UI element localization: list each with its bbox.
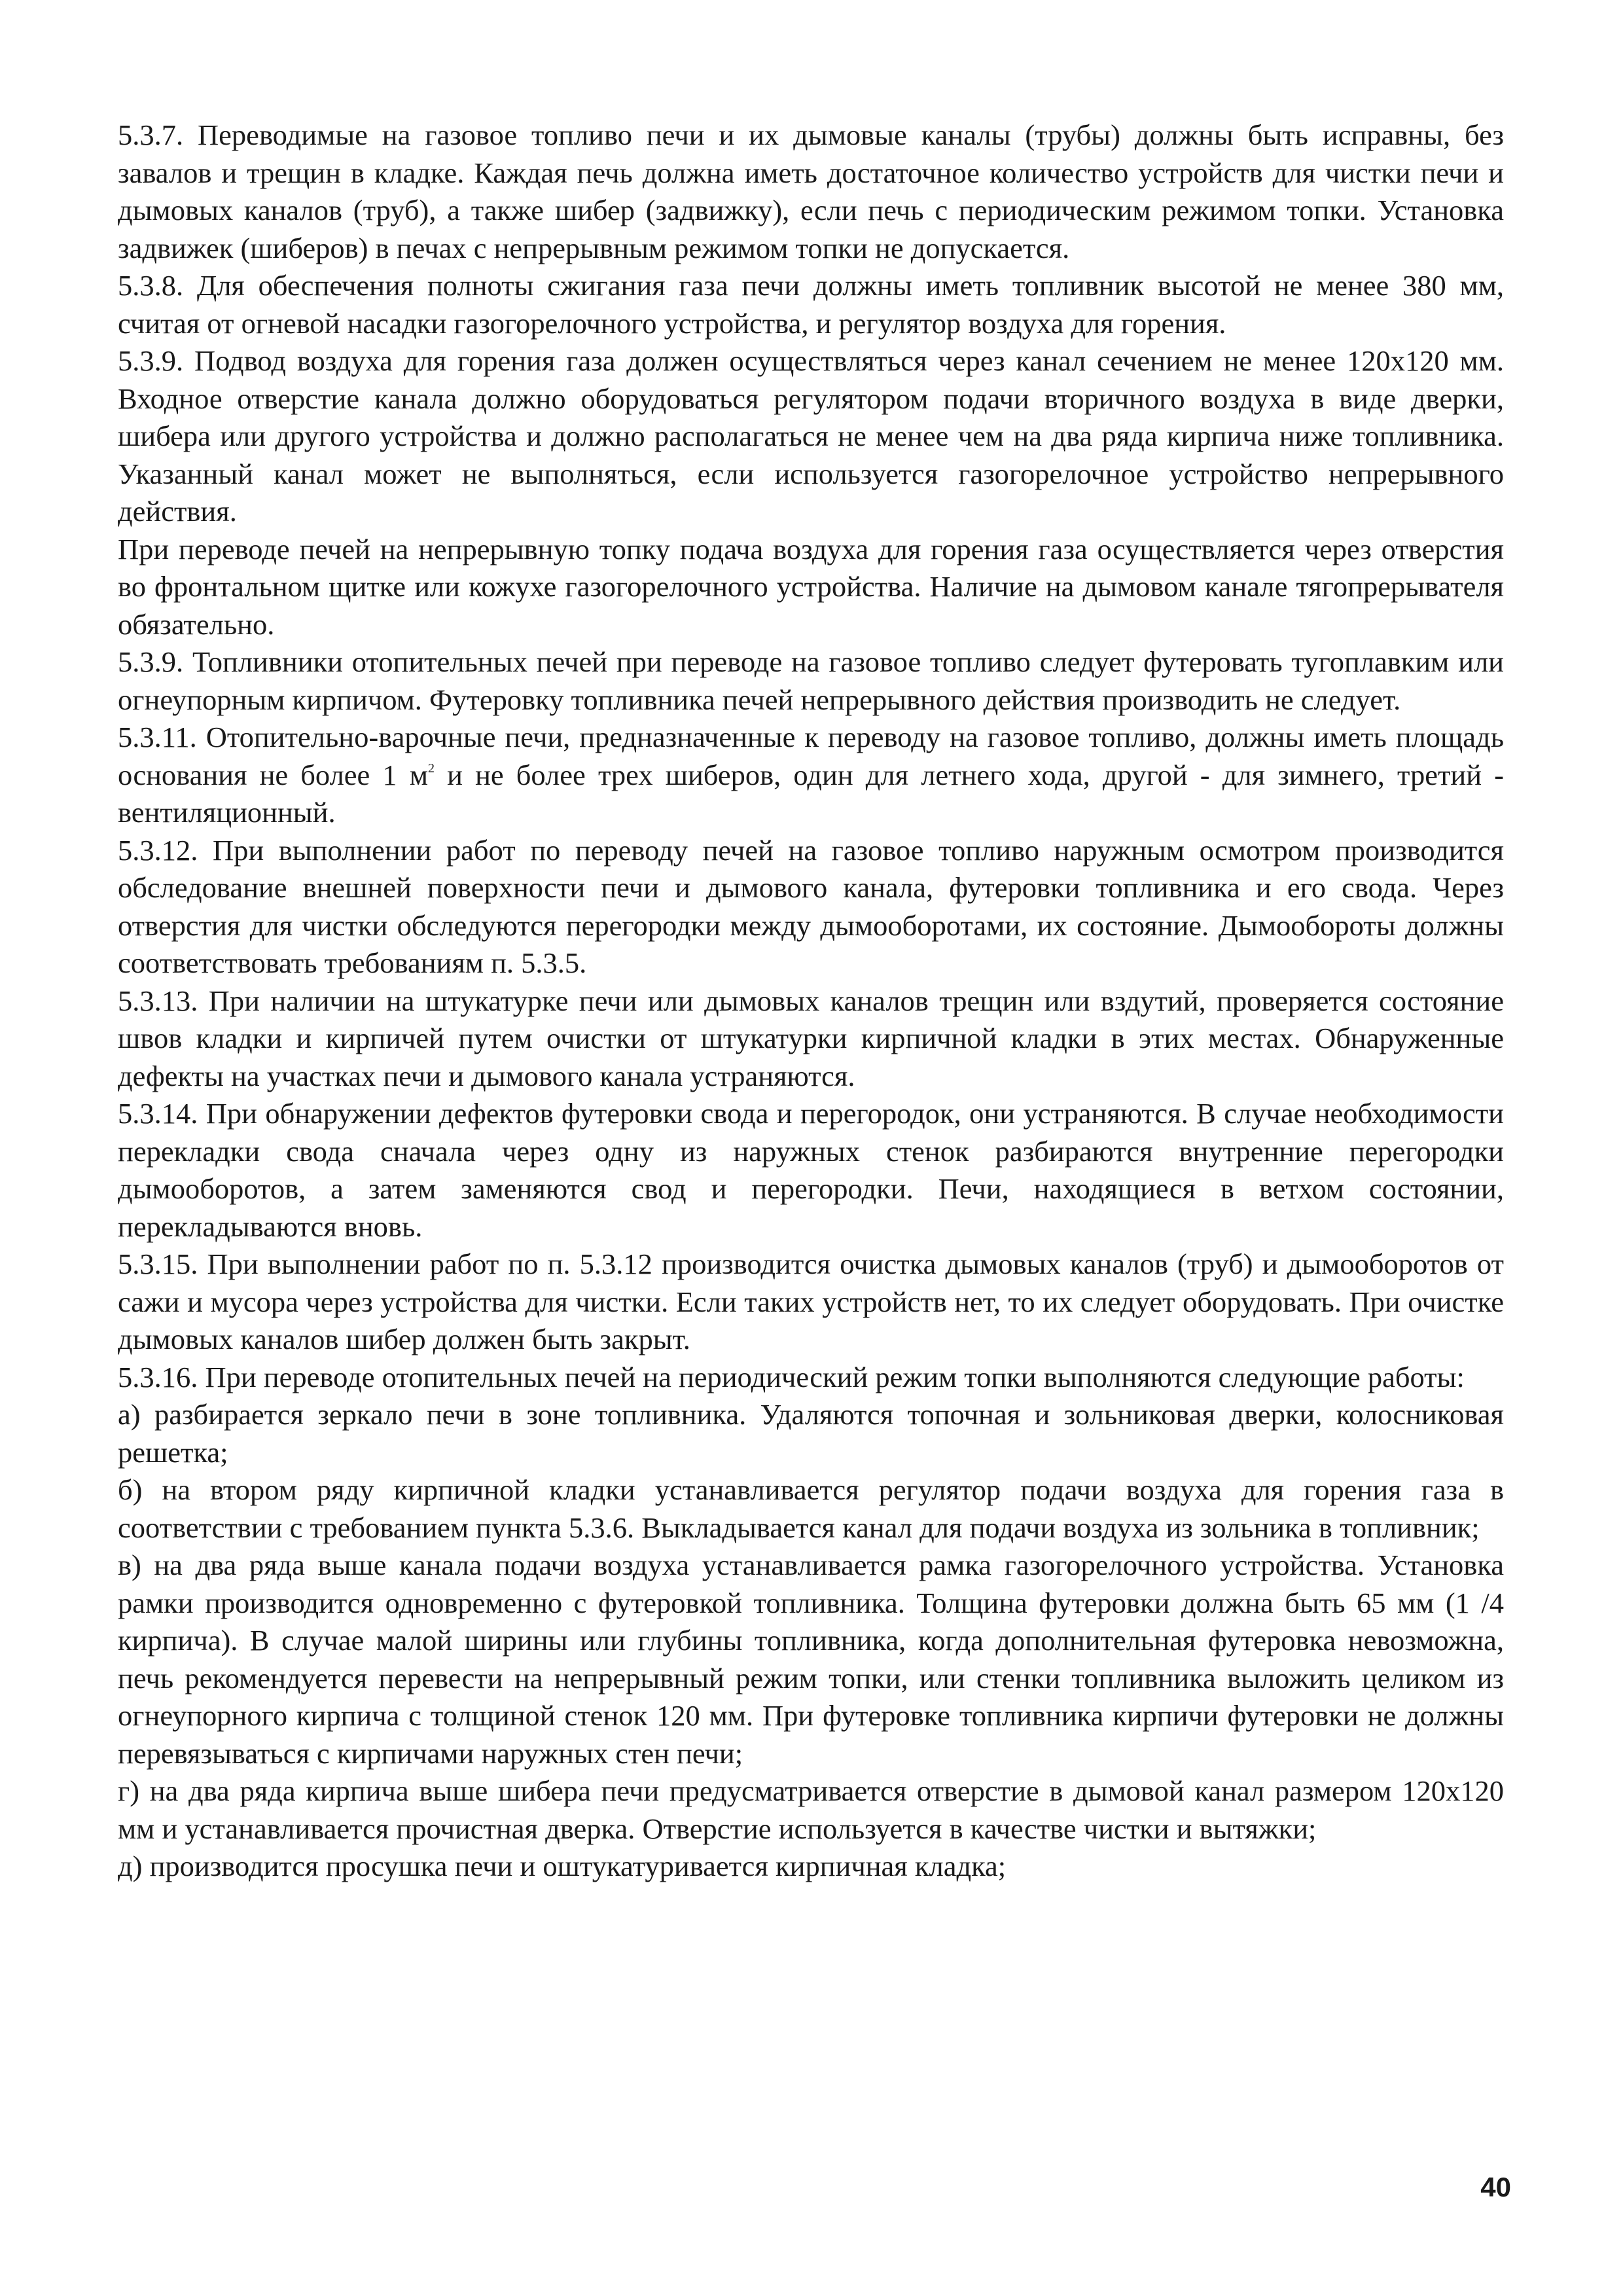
paragraph-5-3-13: 5.3.13. При наличии на штукатурке печи или дымовых каналов трещин или вздутий, проверяется состояние швов кладки и кирпичей путем очистки от штукатурки кирпичной кладки в этих местах. Обнаруженные дефекты на участках печи и дымового канала устраняются.: [118, 984, 1504, 1092]
paragraph-continuous-firing: При переводе печей на непрерывную топку подача воздуха для горения газа осуществляется через отверстия во фронтальном щитке или кожухе газогорелочного устройства. Наличие на дымовом канале тягопрерывателя обязательно.: [118, 532, 1504, 641]
paragraph-5-3-7: 5.3.7. Переводимые на газовое топливо печи и их дымовые каналы (трубы) должны быть исправны, без завалов и трещин в кладке. Каждая печь должна иметь достаточное количество устройств для чистки печи и дымовых каналов (труб), а также шибер (задвижку), если печь с периодическим режимом топки. Установка задвижек (шиберов) в печах с непрерывным режимом топки не допускается.: [118, 118, 1504, 264]
paragraph-5-3-9-air-supply: 5.3.9. Подвод воздуха для горения газа должен осуществляться через канал сечением не менее 120x120 мм. Входное отверстие канала должно оборудоваться регулятором подачи вторичного воздуха в виде дверки, шибера или другого устройства и должно располагаться не менее чем на два ряда кирпича ниже топливника. Указанный канал может не выполняться, если используется газогорелочное устройство непрерывного действия.: [118, 344, 1504, 528]
paragraph-5-3-11-text-after: и не более трех шиберов, один для летнего хода, другой - для зимнего, третий - вентиляционный.: [118, 758, 1504, 829]
paragraph-5-3-11-text-before: 5.3.11. Отопительно-варочные печи, предназначенные к переводу на газовое топливо, должны иметь площадь основания не более 1 м: [118, 721, 1504, 791]
paragraph-5-3-11: [118, 719, 1504, 832]
paragraph-5-3-9-lining: 5.3.9. Топливники отопительных печей при переводе на газовое топливо следует футеровать тугоплавким или огнеупорным кирпичом. Футеровку топливника печей непрерывного действия производить не следует.: [118, 645, 1504, 716]
paragraph-5-3-15: 5.3.15. При выполнении работ по п. 5.3.12 производится очистка дымовых каналов (труб) и дымооборотов от сажи и мусора через устройства для чистки. Если таких устройств нет, то их следует оборудовать. При очистке дымовых каналов шибер должен быть закрыт.: [118, 1247, 1504, 1355]
list-item-d: д) производится просушка печи и оштукатуривается кирпичная кладка;: [118, 1850, 1007, 1882]
list-item-b: б) на втором ряду кирпичной кладки устанавливается регулятор подачи воздуха для горения газа в соответствии с требованием пункта 5.3.6. Выкладывается канал для подачи воздуха из зольника в топливник;: [118, 1473, 1504, 1544]
page-number: 40: [1480, 2172, 1511, 2202]
list-item-g: г) на два ряда кирпича выше шибера печи предусматривается отверстие в дымовой канал размером 120x120 мм и устанавливается прочистная дверка. Отверстие используется в качестве чистки и вытяжки;: [118, 1774, 1504, 1845]
paragraph-5-3-16: 5.3.16. При переводе отопительных печей на периодический режим топки выполняются следующие работы:: [118, 1360, 1465, 1393]
paragraph-5-3-12: 5.3.12. При выполнении работ по переводу печей на газовое топливо наружным осмотром производится обследование внешней поверхности печи и дымового канала, футеровки топливника и его свода. Через отверстия для чистки обследуются перегородки между дымооборотами, их состояние. Дымообороты должны соответствовать требованиям п. 5.3.5.: [118, 833, 1504, 979]
superscript-square: 2: [427, 761, 435, 776]
paragraph-5-3-8: 5.3.8. Для обеспечения полноты сжигания газа печи должны иметь топливник высотой не менее 380 мм, считая от огневой насадки газогорелочного устройства, и регулятор воздуха для горения.: [118, 269, 1504, 340]
paragraph-5-3-14: 5.3.14. При обнаружении дефектов футеровки свода и перегородок, они устраняются. В случае необходимости перекладки свода сначала через одну из наружных стенок разбираются внутренние перегородки дымооборотов, а затем заменяются свод и перегородки. Печи, находящиеся в ветхом состоянии, перекладываются вновь.: [118, 1097, 1504, 1243]
list-item-a: а) разбирается зеркало печи в зоне топливника. Удаляются топочная и зольниковая дверки, колосниковая решетка;: [118, 1398, 1504, 1469]
document-page: [118, 117, 1504, 1886]
list-item-v: в) на два ряда выше канала подачи воздуха устанавливается рамка газогорелочного устройства. Установка рамки производится одновременно с футеровкой топливника. Толщина футеровки должна быть 65 мм (1 /4 кирпича). В случае малой ширины или глубины топливника, когда дополнительная футеровка невозможна, печь рекомендуется перевести на непрерывный режим топки, или стенки топливника выложить целиком из огнеупорного кирпича с толщиной стенок 120 мм. При футеровке топливника кирпичи футеровки не должны перевязываться с кирпичами наружных стен печи;: [118, 1549, 1504, 1770]
